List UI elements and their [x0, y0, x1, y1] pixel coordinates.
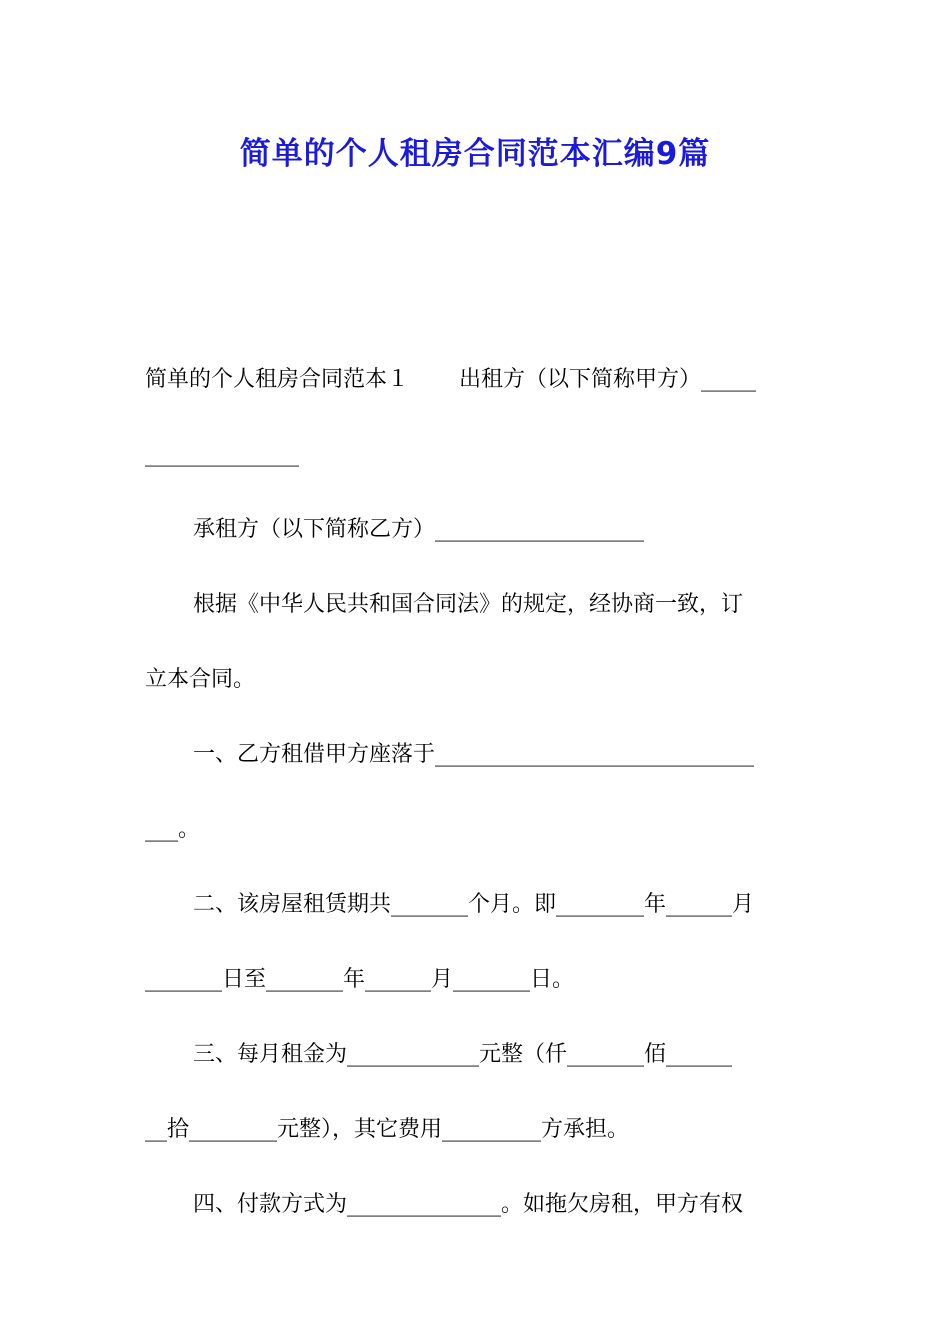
clause-3-continued: __拾________元整），其它费用_________方承担。 — [145, 1117, 630, 1142]
paragraph-line-4: 根据《中华人民共和国合同法》的规定，经协商一致，订 — [193, 592, 744, 617]
document-body — [145, 342, 807, 1242]
lessor-line: 出租方（以下简称甲方）_____ — [459, 367, 757, 392]
clause-1-line: 一、乙方租借甲方座落于_____________________________ — [193, 742, 755, 767]
clause-4-line: 四、付款方式为______________。如拖欠房租，甲方有权 — [193, 1192, 744, 1217]
clause-2-continued: _______日至_______年______月_______日。 — [145, 967, 575, 992]
paragraph-line-2: ______________ — [145, 442, 299, 467]
paragraph-line-1 — [145, 342, 807, 417]
clause-3-line: 三、每月租金为____________元整（仟_______佰______ — [193, 1042, 733, 1067]
clause-1-continued: ___。 — [145, 817, 201, 842]
lessee-line: 承租方（以下简称乙方）___________________ — [193, 517, 645, 542]
clause-2-line: 二、该房屋租赁期共_______个月。即________年______月 — [193, 892, 755, 917]
section-heading: 简单的个人租房合同范本１ — [145, 367, 410, 392]
document-title: 简单的个人租房合同范本汇编9篇 — [239, 136, 711, 172]
paragraph-line-5: 立本合同。 — [145, 667, 256, 692]
